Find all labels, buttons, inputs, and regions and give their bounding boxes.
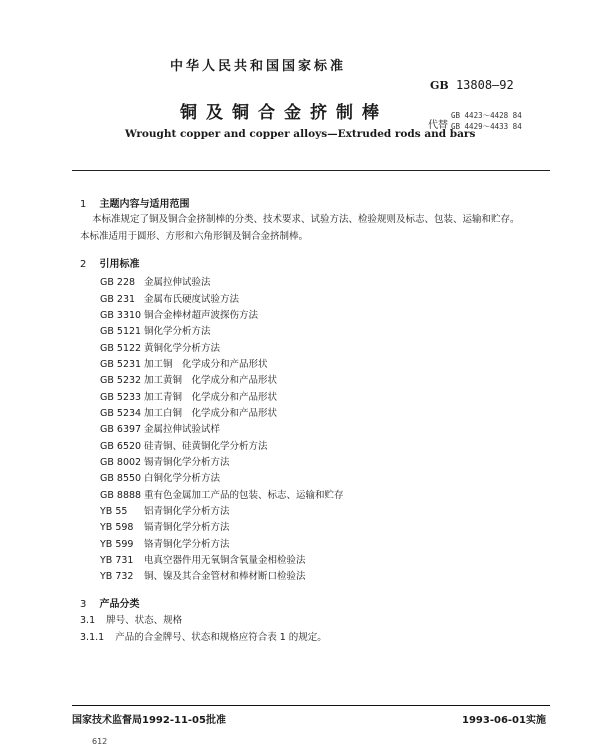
reference-title: 铬青铜化学分析方法	[144, 539, 230, 550]
reference-item	[100, 323, 211, 337]
reference-code: YB 598	[100, 522, 134, 533]
reference-code: GB 8888	[100, 490, 142, 501]
reference-code: GB 8550	[100, 473, 142, 484]
reference-title: 重有色金属加工产品的包装、标志、运输和贮存	[144, 490, 344, 501]
subsection-3-1-1	[80, 629, 327, 643]
section-2-heading	[80, 252, 139, 271]
reference-code: YB 732	[100, 571, 134, 582]
section-title: 主题内容与适用范围	[99, 199, 190, 210]
reference-code: GB 5231	[100, 359, 142, 370]
reference-item	[100, 470, 220, 484]
reference-title: 金属布氏硬度试验方法	[144, 294, 240, 305]
standard-number	[430, 78, 514, 92]
header-divider	[72, 170, 550, 171]
reference-item	[100, 438, 268, 452]
section-number: 3	[80, 599, 87, 610]
reference-item	[100, 519, 230, 533]
reference-title: 加工白铜 化学成分和产品形状	[144, 408, 278, 419]
reference-code: YB 731	[100, 555, 134, 566]
reference-item	[100, 340, 220, 354]
national-standard-title: 中华人民共和国国家标准	[170, 59, 347, 74]
reference-title: 电真空器件用无氧铜含氧量金相检验法	[144, 555, 306, 566]
section-1-heading	[80, 192, 189, 211]
reference-item	[100, 421, 220, 435]
reference-code: GB 5121	[100, 326, 142, 337]
replaces-item: GB 4429～4433 84	[451, 122, 522, 131]
document-title: 铜及铜合金挤制棒	[180, 103, 388, 123]
section-1-paragraph: 本标准适用于圆形、方形和六角形铜及铜合金挤制棒。	[80, 231, 309, 242]
replaces-list	[451, 110, 522, 132]
approval-date: 国家技术监督局1992-11-05批准	[72, 715, 226, 726]
reference-code: GB 6397	[100, 424, 142, 435]
section-title: 引用标准	[99, 259, 140, 270]
reference-code: GB 231	[100, 294, 136, 305]
reference-item	[100, 389, 277, 403]
reference-code: GB 5122	[100, 343, 142, 354]
reference-title: 镉青铜化学分析方法	[144, 522, 230, 533]
reference-code: GB 5233	[100, 392, 142, 403]
reference-code: GB 8002	[100, 457, 142, 468]
reference-title: 铜合金棒材超声波探伤方法	[144, 310, 259, 321]
section-3-heading	[80, 592, 139, 611]
subsection-text: 产品的合金牌号、状态和规格应符合表 1 的规定。	[115, 632, 327, 643]
reference-code: GB 5232	[100, 375, 142, 386]
reference-title: 金属拉伸试验法	[144, 277, 211, 288]
reference-item	[100, 307, 258, 321]
reference-item	[100, 536, 230, 550]
reference-item	[100, 372, 277, 386]
section-title: 产品分类	[99, 599, 140, 610]
reference-code: GB 5234	[100, 408, 142, 419]
subsection-3-1	[80, 612, 182, 626]
standard-code: 13808—92	[455, 78, 514, 92]
reference-code: GB 3310	[100, 310, 142, 321]
section-number: 1	[80, 199, 87, 210]
section-number: 2	[80, 259, 87, 270]
subsection-number: 3.1.1	[80, 632, 105, 643]
reference-title: 加工青铜 化学成分和产品形状	[144, 392, 278, 403]
reference-title: 加工黄铜 化学成分和产品形状	[144, 375, 278, 386]
reference-item	[100, 274, 211, 288]
reference-code: GB 228	[100, 277, 136, 288]
implementation-date: 1993-06-01实施	[462, 715, 546, 726]
reference-title: 黄铜化学分析方法	[144, 343, 221, 354]
reference-item	[100, 356, 268, 370]
reference-code: YB 599	[100, 539, 134, 550]
reference-title: 锡青铜化学分析方法	[144, 457, 230, 468]
reference-title: 铜、镍及其合金管材和棒材断口检验法	[144, 571, 306, 582]
section-1-paragraph: 本标准规定了铜及铜合金挤制棒的分类、技术要求、试验方法、检验规则及标志、包装、运输和贮存。	[92, 214, 520, 225]
subsection-number: 3.1	[80, 615, 96, 626]
reference-item	[100, 552, 306, 566]
footer-divider	[72, 705, 550, 706]
reference-title: 铜化学分析方法	[144, 326, 211, 337]
reference-title: 铝青铜化学分析方法	[144, 506, 230, 517]
reference-title: 加工铜 化学成分和产品形状	[144, 359, 268, 370]
reference-title: 硅青铜、硅黄铜化学分析方法	[144, 441, 268, 452]
english-title: Wrought copper and copper alloys—Extruded rods and bars	[125, 128, 476, 140]
standard-prefix: GB	[430, 79, 449, 92]
subsection-title: 牌号、状态、规格	[106, 615, 183, 626]
reference-item	[100, 568, 306, 582]
replaces-item: GB 4423～4428 84	[451, 111, 522, 120]
reference-item	[100, 291, 239, 305]
reference-title: 金属拉伸试验试样	[144, 424, 221, 435]
reference-code: GB 6520	[100, 441, 142, 452]
page-number: 612	[92, 737, 108, 746]
reference-code: YB 55	[100, 506, 128, 517]
reference-item	[100, 454, 230, 468]
reference-title: 白铜化学分析方法	[144, 473, 221, 484]
reference-item	[100, 405, 277, 419]
reference-item	[100, 503, 230, 517]
replaces-label: 代替	[428, 120, 448, 131]
reference-item	[100, 487, 344, 501]
